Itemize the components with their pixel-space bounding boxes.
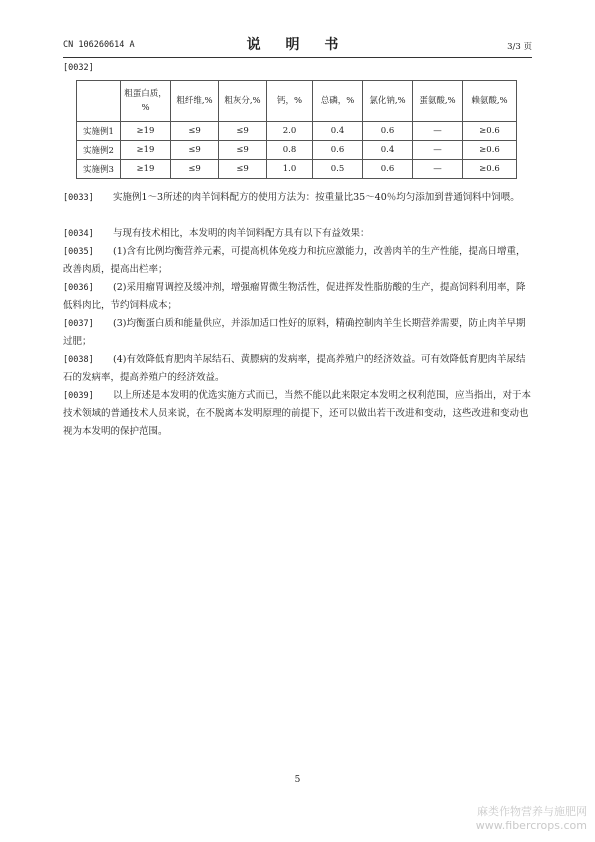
table-cell: 0.6 <box>363 122 413 141</box>
table-header-cell: 钙，% <box>267 81 313 122</box>
paragraph-id: [0036] <box>63 283 94 293</box>
table-cell: 0.6 <box>363 160 413 179</box>
table-cell: 0.4 <box>363 141 413 160</box>
table-cell: ≥0.6 <box>463 122 517 141</box>
paragraph-text: 实施例1～3所述的肉羊饲料配方的使用方法为：按重量比35～40％均匀添加到普通饲料中饲喂。 <box>113 192 520 203</box>
table-cell: ≥19 <box>121 141 171 160</box>
table-header-cell: 粗纤维,% <box>171 81 219 122</box>
paragraph-0036 <box>63 279 532 315</box>
table-header-cell: 蛋氨酸,% <box>413 81 463 122</box>
table-cell: — <box>413 141 463 160</box>
paragraph-id: [0034] <box>63 229 94 239</box>
paragraph-0033 <box>63 189 532 207</box>
table-cell: 实施例2 <box>77 141 121 160</box>
table-row <box>77 122 517 141</box>
watermark-title: 麻类作物营养与施肥网 <box>477 805 587 818</box>
table-cell: 0.8 <box>267 141 313 160</box>
watermark <box>476 803 587 832</box>
paragraph-text: (3)均衡蛋白质和能量供应，并添加适口性好的原料，精确控制肉羊生长期营养需要，防止肉羊早期过肥； <box>63 318 526 347</box>
table-cell: ≤9 <box>219 122 267 141</box>
table-cell: 0.4 <box>313 122 363 141</box>
nutrient-table <box>76 80 517 179</box>
table-cell: ≥19 <box>121 160 171 179</box>
paragraph-id: [0039] <box>63 391 94 401</box>
header-rule <box>63 57 532 58</box>
table-cell: 0.6 <box>313 141 363 160</box>
table-cell: 实施例3 <box>77 160 121 179</box>
page-header <box>63 38 532 54</box>
paragraph-id: [0033] <box>63 193 94 203</box>
table-cell: ≤9 <box>219 141 267 160</box>
table-header-row <box>77 81 517 122</box>
table-header-cell: 总磷，% <box>313 81 363 122</box>
table-cell: ≤9 <box>171 141 219 160</box>
table-header-cell: 赖氨酸,% <box>463 81 517 122</box>
paragraph-text: (2)采用瘤胃调控及缓冲剂，增强瘤胃微生物活性，促进挥发性脂肪酸的生产，提高饲料利用率，降低料肉比，节约饲料成本； <box>63 282 526 311</box>
paragraph-0039 <box>63 387 532 441</box>
paragraph-0035 <box>63 243 532 279</box>
table-header-cell: 粗灰分,% <box>219 81 267 122</box>
paragraph-0034 <box>63 225 532 243</box>
paragraph-text: (4)有效降低育肥肉羊尿结石、黄膘病的发病率，提高养殖户的经济效益。可有效降低育肥肉羊尿结石的发病率，提高养殖户的经济效益。 <box>63 354 526 383</box>
page-indicator: 3/3 页 <box>507 42 532 52</box>
paragraph-id: [0038] <box>63 355 94 365</box>
table-cell: ≥0.6 <box>463 160 517 179</box>
document-title: 说 明 书 <box>246 37 349 53</box>
table-row <box>77 141 517 160</box>
table-cell: — <box>413 122 463 141</box>
page-number: 5 <box>294 775 301 785</box>
table-cell: 2.0 <box>267 122 313 141</box>
table-cell: — <box>413 160 463 179</box>
table-cell: ≤9 <box>171 160 219 179</box>
table-cell: 实施例1 <box>77 122 121 141</box>
table-header-cell: 氯化钠,% <box>363 81 413 122</box>
paragraph-text: 与现有技术相比，本发明的肉羊饲料配方具有以下有益效果： <box>113 228 370 239</box>
paragraph-id: [0037] <box>63 319 94 329</box>
document-number: CN 106260614 A <box>63 40 135 50</box>
table-row <box>77 160 517 179</box>
paragraph-0037 <box>63 315 532 351</box>
table-cell: ≤9 <box>219 160 267 179</box>
table-cell: ≥19 <box>121 122 171 141</box>
paragraph-0038 <box>63 351 532 387</box>
paragraph-text: 以上所述是本发明的优选实施方式而已，当然不能以此来限定本发明之权利范围，应当指出，对于本技术领域的普通技术人员来说，在不脱离本发明原理的前提下，还可以做出若干改进和变动，这些改进和变动也视为本发明的保护范围。 <box>63 390 532 437</box>
table-cell: ≥0.6 <box>463 141 517 160</box>
watermark-url: www.fibercrops.com <box>475 819 587 832</box>
table-cell: 1.0 <box>267 160 313 179</box>
table-header-cell: 粗蛋白质，% <box>121 81 171 122</box>
paragraph-id-0032: [0032] <box>63 63 94 73</box>
paragraph-text: (1)含有比例均衡营养元素，可提高机体免疫力和抗应激能力，改善肉羊的生产性能，提高日增重，改善肉质，提高出栏率； <box>63 246 526 275</box>
table-cell: ≤9 <box>171 122 219 141</box>
table-cell: 0.5 <box>313 160 363 179</box>
paragraph-id: [0035] <box>63 247 94 257</box>
table-header-cell <box>77 81 121 122</box>
